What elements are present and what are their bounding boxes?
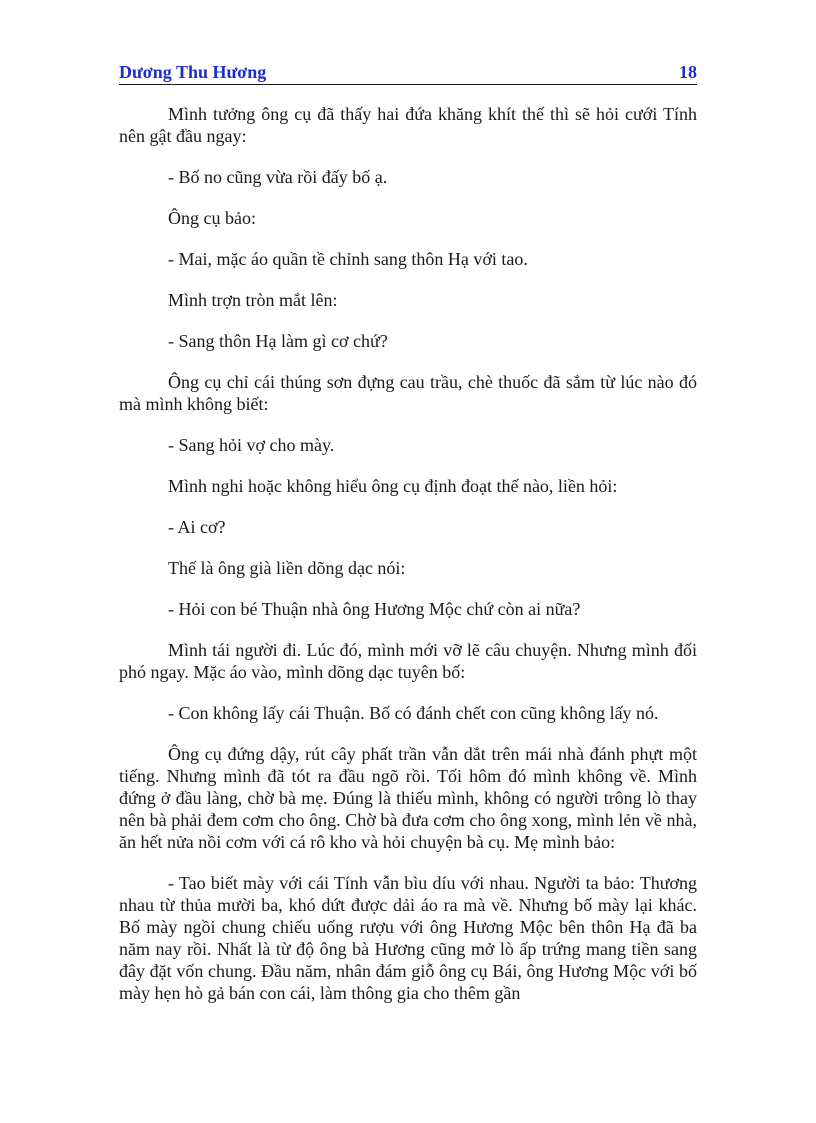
header-page-number: 18 <box>679 62 697 82</box>
paragraph: - Con không lấy cái Thuận. Bố có đánh chết con cũng không lấy nó. <box>168 703 659 723</box>
paragraph: - Bố no cũng vừa rồi đấy bố ạ. <box>168 167 388 187</box>
paragraph: - Mai, mặc áo quần tề chỉnh sang thôn Hạ với tao. <box>168 249 528 269</box>
paragraph: Mình tưởng ông cụ đã thấy hai đứa khăng khít thế thì sẽ hỏi cưới Tính nên gật đầu ngay: <box>119 104 697 146</box>
paragraph: Mình nghi hoặc không hiểu ông cụ định đoạt thế nào, liền hỏi: <box>168 476 618 496</box>
header-author: Dương Thu Hương <box>119 62 267 82</box>
page-header <box>119 58 697 85</box>
paragraph: Mình tái người đi. Lúc đó, mình mới vỡ lẽ câu chuyện. Nhưng mình đối phó ngay. Mặc áo vào, mình dõng dạc tuyên bố: <box>119 640 697 682</box>
paragraph: - Ai cơ? <box>168 517 226 537</box>
paragraph: Mình trợn tròn mắt lên: <box>168 290 338 310</box>
paragraph: Thế là ông già liền dõng dạc nói: <box>168 558 406 578</box>
body-text <box>119 103 697 1023</box>
paragraph: Ông cụ bảo: <box>168 208 256 228</box>
paragraph: - Sang thôn Hạ làm gì cơ chứ? <box>168 331 388 351</box>
paragraph: - Sang hỏi vợ cho mày. <box>168 435 335 455</box>
paragraph: Ông cụ đứng dậy, rút cây phất trần vẫn dắt trên mái nhà đánh phựt một tiếng. Nhưng mình đã tót ra đầu ngõ rồi. Tối hôm đó mình không về. Mình đứng ở đầu làng, chờ bà mẹ. Đúng là thiếu mình, không có người trông lò thay nên bà phải đem cơm cho ông. Chờ bà đưa cơm cho ông xong, mình lẻn về nhà, ăn hết nửa nồi cơm với cá rô kho và hỏi chuyện bà cụ. Mẹ mình bảo: <box>119 744 697 852</box>
paragraph: Ông cụ chỉ cái thúng sơn đựng cau trầu, chè thuốc đã sắm từ lúc nào đó mà mình không biết: <box>119 372 697 414</box>
paragraph: - Tao biết mày với cái Tính vẫn bìu díu với nhau. Người ta bảo: Thương nhau từ thủa mười ba, khó dứt được dải áo ra mà về. Nhưng bố mày lại khác. Bố mày ngồi chung chiếu uống rượu với ông Hương Mộc bên thôn Hạ đã ba năm nay rồi. Nhất là từ độ ông bà Hương cũng mở lò ấp trứng mang tiền sang đây đặt vốn chung. Đầu năm, nhân đám giỗ ông cụ Bái, ông Hương Mộc với bố mày hẹn hò gả bán con cái, làm thông gia cho thêm gần <box>119 873 697 1003</box>
paragraph: - Hỏi con bé Thuận nhà ông Hương Mộc chứ còn ai nữa? <box>168 599 581 619</box>
